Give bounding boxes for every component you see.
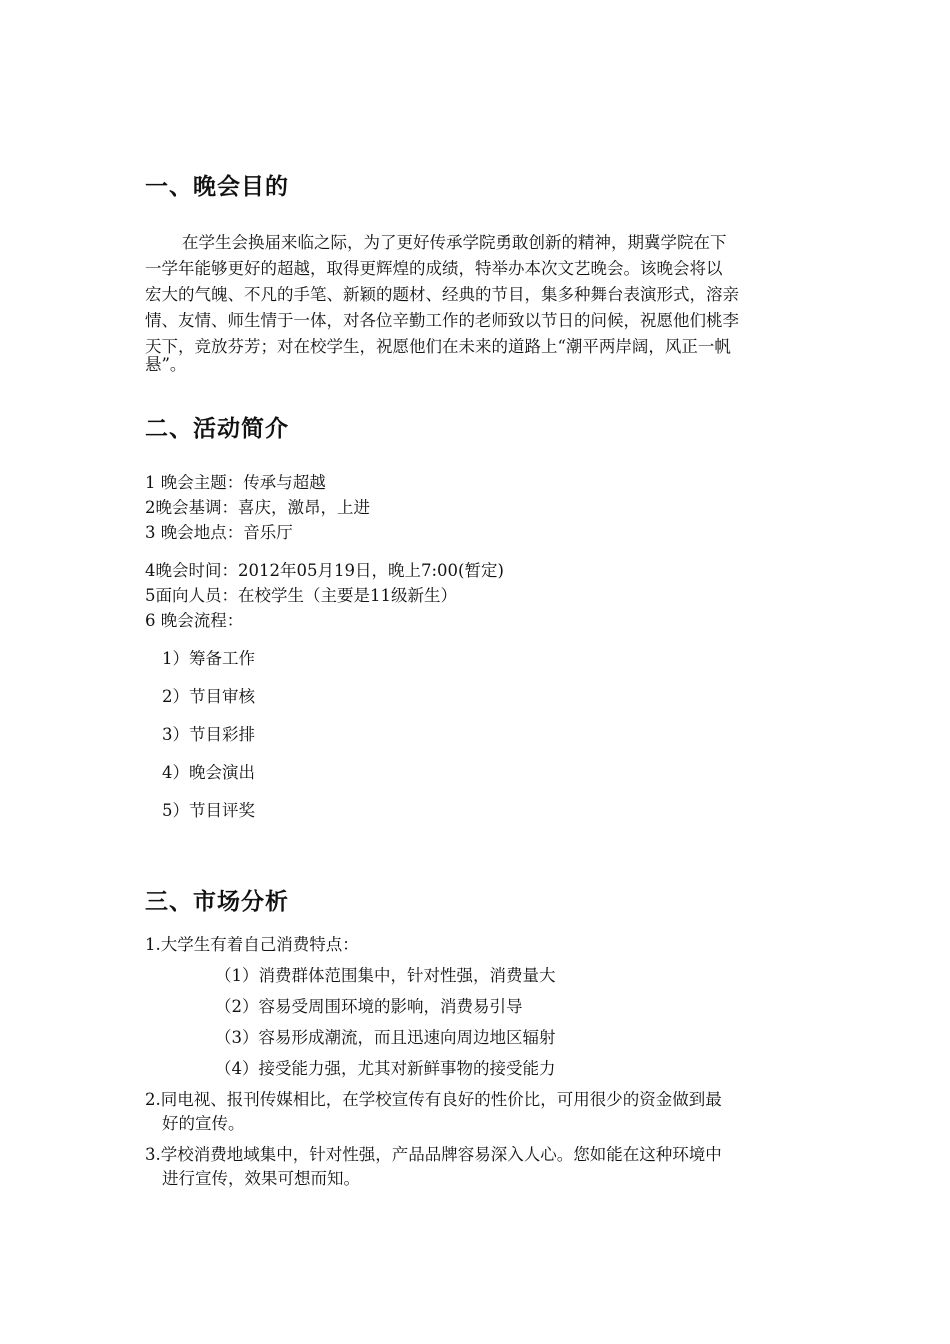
paragraph-line: 宏大的气魄、不凡的手笔、新颖的题材、经典的节目，集多种舞台表演形式，溶亲 (145, 285, 739, 304)
market-point-2-line: 好的宣传。 (162, 1114, 245, 1133)
paragraph-line: 天下，竞放芬芳；对在校学生，祝愿他们在未来的道路上“潮平两岸阔，风正一帆 (145, 337, 731, 356)
overview-item-tone: 2晚会基调：喜庆，激昂，上进 (145, 498, 370, 517)
section-heading-purpose: 一、晚会目的 (145, 174, 289, 200)
section-heading-market: 三、市场分析 (145, 889, 289, 915)
market-point-2-line: 2.同电视、报刊传媒相比，在学校宣传有良好的性价比，可用很少的资金做到最 (145, 1090, 722, 1109)
paragraph-line: 在学生会换届来临之际，为了更好传承学院勇敢创新的精神，期冀学院在下 (182, 233, 727, 252)
overview-item-audience: 5面向人员：在校学生（主要是11级新生） (145, 586, 457, 605)
paragraph-line: 情、友情、师生情于一体，对各位辛勤工作的老师致以节日的问候，祝愿他们桃李 (145, 311, 739, 330)
market-subpoint: （1）消费群体范围集中，针对性强，消费量大 (215, 966, 556, 985)
process-step: 1）筹备工作 (162, 649, 255, 668)
paragraph-line: 一学年能够更好的超越，取得更辉煌的成绩，特举办本次文艺晚会。该晚会将以 (145, 259, 723, 278)
market-point-3-line: 3.学校消费地域集中，针对性强，产品品牌容易深入人心。您如能在这种环境中 (145, 1145, 722, 1164)
market-subpoint: （3）容易形成潮流，而且迅速向周边地区辐射 (215, 1028, 556, 1047)
overview-item-time: 4晚会时间：2012年05月19日，晚上7:00(暂定) (145, 561, 504, 580)
process-step: 4）晚会演出 (162, 763, 255, 782)
process-step: 5）节目评奖 (162, 801, 255, 820)
section-heading-overview: 二、活动简介 (145, 416, 289, 442)
paragraph-line: 悬”。 (145, 355, 187, 374)
market-subpoint: （2）容易受周围环境的影响，消费易引导 (215, 997, 523, 1016)
process-step: 3）节目彩排 (162, 725, 255, 744)
market-point-3-line: 进行宣传，效果可想而知。 (162, 1169, 360, 1188)
market-subpoint: （4）接受能力强，尤其对新鲜事物的接受能力 (215, 1059, 556, 1078)
overview-item-theme: 1 晚会主题：传承与超越 (145, 473, 326, 492)
overview-item-process: 6 晚会流程： (145, 611, 244, 630)
market-point-1: 1.大学生有着自己消费特点： (145, 935, 359, 954)
overview-item-venue: 3 晚会地点：音乐厅 (145, 523, 293, 542)
process-step: 2）节目审核 (162, 687, 255, 706)
